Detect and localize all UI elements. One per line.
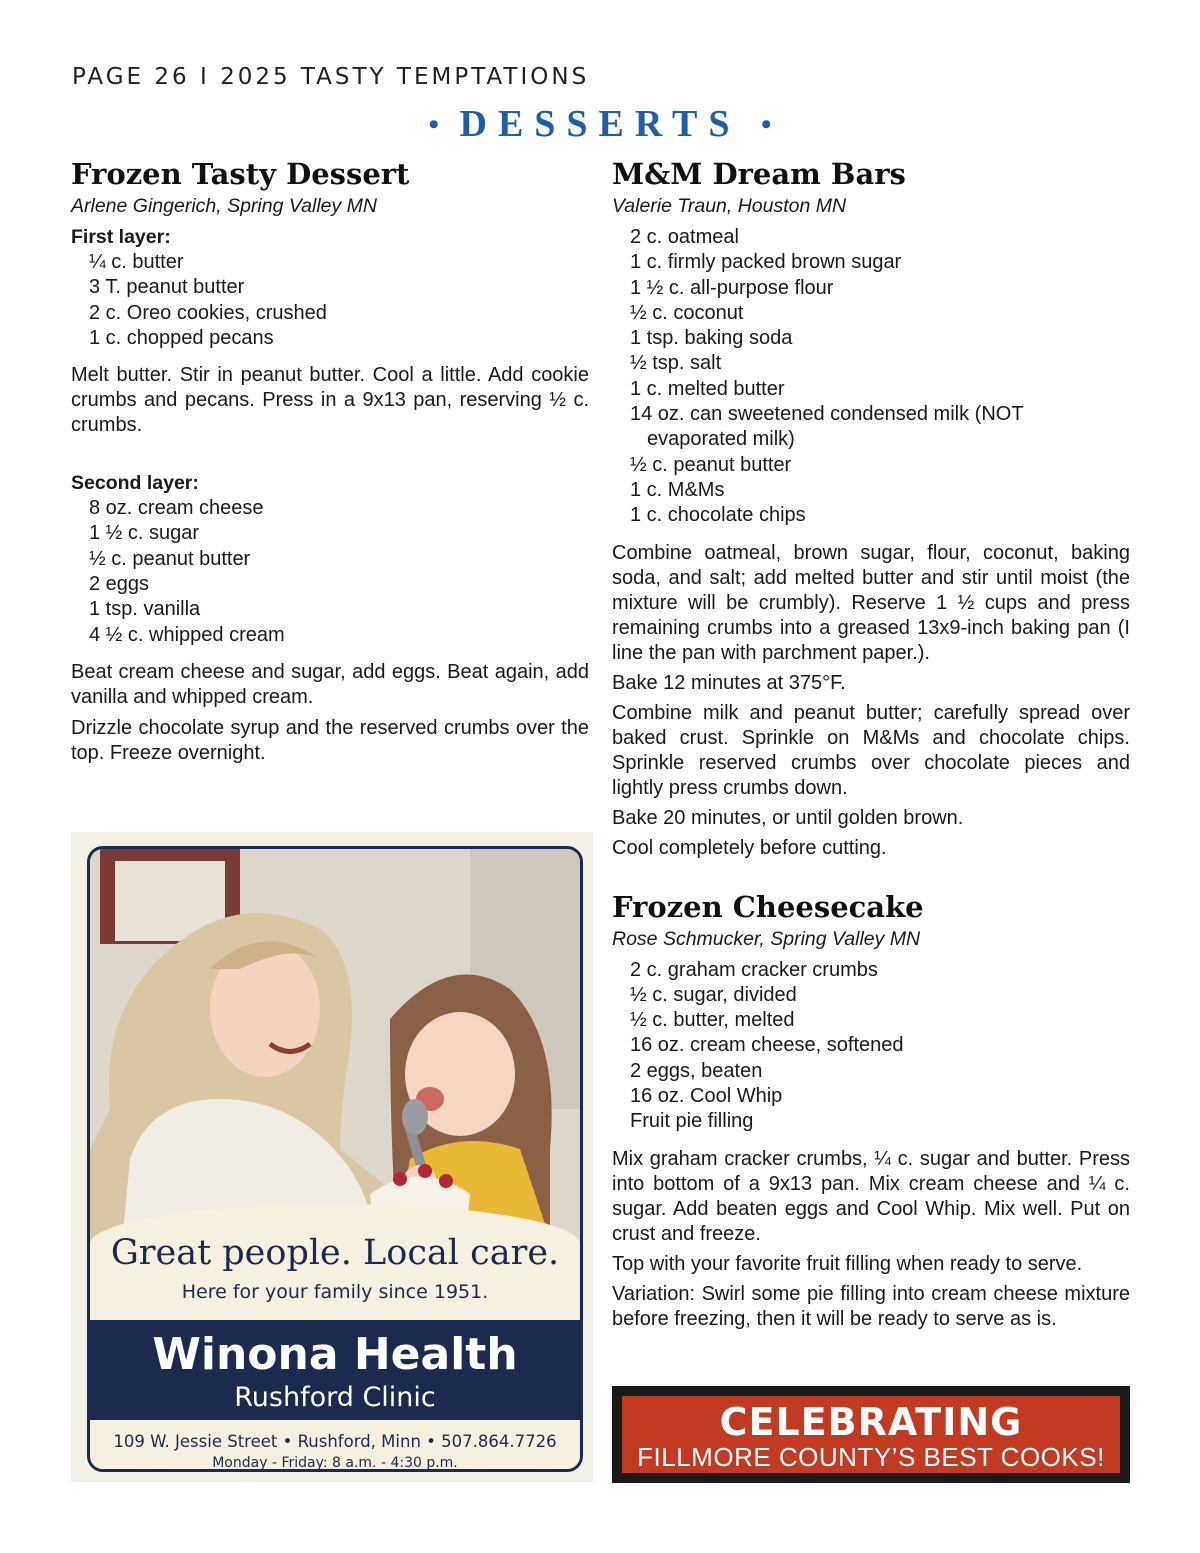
ad-hours: Monday - Friday: 8 a.m. - 4:30 p.m. (212, 1455, 458, 1471)
ingredient: 16 oz. cream cheese, softened (630, 1034, 904, 1057)
ingredient: 2 c. graham cracker crumbs (630, 958, 878, 981)
clinic-advertisement (71, 832, 593, 1482)
second-layer-ingredients (71, 496, 589, 648)
ingredient: 8 oz. cream cheese (89, 497, 264, 520)
first-layer-heading: First layer: (71, 226, 171, 248)
ingredient: 16 oz. Cool Whip (630, 1085, 783, 1108)
recipe-title: M&M Dream Bars (612, 157, 906, 191)
recipe-step: Melt butter. Stir in peanut butter. Cool a little. Add cookie crumbs and pecans. Press in a 9x13 pan, reserving ½ c. crumbs. (71, 364, 589, 437)
ingredient: ½ c. peanut butter (89, 547, 251, 570)
ingredient: 1 c. M&Ms (630, 478, 725, 501)
recipe-author: Valerie Traun, Houston MN (612, 195, 847, 217)
first-layer-ingredients (71, 250, 589, 351)
recipe-author: Arlene Gingerich, Spring Valley MN (71, 195, 377, 217)
left-column (71, 155, 589, 766)
recipe-step: Variation: Swirl some pie filling into cream cheese mixture before freezing, then it will be ready to serve as is. (612, 1282, 1130, 1330)
ad-clinic-name: Rushford Clinic (234, 1382, 436, 1413)
right-column (612, 155, 1130, 1332)
ingredient: Fruit pie filling (630, 1110, 754, 1133)
celebrating-banner (612, 1386, 1130, 1483)
ingredient: 1 c. melted butter (630, 377, 785, 400)
bullet-left: • (428, 108, 439, 141)
recipe-title: Frozen Cheesecake (612, 889, 924, 924)
ingredient: 1 ½ c. all-purpose flour (630, 276, 834, 299)
ingredient: 1 ½ c. sugar (89, 522, 200, 545)
recipe-step: Beat cream cheese and sugar, add eggs. Beat again, add vanilla and whipped cream. (71, 660, 589, 708)
second-layer-heading: Second layer: (71, 472, 199, 495)
bullet-right: • (761, 108, 772, 141)
ad-address: 109 W. Jessie Street • Rushford, Minn • 507.864.7726 (113, 1432, 557, 1451)
recipe-step: Combine milk and peanut butter; carefully spread over baked crust. Sprinkle on M&Ms and chocolate chips. Sprinkle reserved crumbs over chocolate pieces and lightly press crumbs down. (612, 701, 1130, 799)
ingredient: ½ c. sugar, divided (630, 983, 797, 1006)
banner-line-2: FILLMORE COUNTY’S BEST COOKS! (637, 1442, 1105, 1472)
recipe-title: Frozen Tasty Dessert (71, 157, 410, 191)
recipe-step: Drizzle chocolate syrup and the reserved crumbs over the top. Freeze overnight. (71, 716, 589, 764)
ingredient-list (612, 958, 1130, 1135)
banner-line-1: CELEBRATING (719, 1400, 1023, 1444)
ingredient: 1 tsp. vanilla (89, 598, 201, 621)
recipe-step: Cool completely before cutting. (612, 836, 887, 859)
ingredient: 2 eggs (89, 573, 150, 596)
banner-red-panel (622, 1396, 1120, 1473)
ingredient: 1 c. chopped pecans (89, 326, 274, 349)
ingredient: 1 c. firmly packed brown sugar (630, 251, 902, 274)
ingredient: 1 tsp. baking soda (630, 327, 793, 350)
recipe-step: Bake 12 minutes at 375°F. (612, 671, 846, 694)
ingredient: 2 eggs, beaten (630, 1059, 763, 1082)
ad-photo (87, 846, 583, 1472)
recipe-step: Bake 20 minutes, or until golden brown. (612, 806, 964, 829)
ingredient-list (612, 225, 1130, 529)
ingredient: ½ c. butter, melted (630, 1009, 795, 1032)
ingredient: ½ c. coconut (630, 301, 744, 324)
ingredient: 1 c. chocolate chips (630, 504, 806, 527)
ingredient: 2 c. Oreo cookies, crushed (89, 301, 327, 324)
ad-subline: Here for your family since 1951. (181, 1281, 489, 1303)
ingredient: ½ tsp. salt (630, 352, 722, 375)
ingredient: ¼ c. butter (89, 251, 184, 273)
section-title: DESSERTS (459, 103, 741, 145)
section-heading (0, 102, 1200, 146)
ad-tagline: Great people. Local care. (110, 1233, 560, 1273)
recipe-author: Rose Schmucker, Spring Valley MN (612, 927, 921, 950)
recipe-step: Mix graham cracker crumbs, ¼ c. sugar and butter. Press into bottom of a 9x13 pan. Mix cream cheese and ¼ c. sugar. Add beaten eggs and Cool Whip. Mix well. Put on crust and freeze. (612, 1147, 1130, 1245)
running-head: PAGE 26 I 2025 TASTY TEMPTATIONS (72, 64, 590, 90)
ingredient: 4 ½ c. whipped cream (89, 623, 285, 646)
recipe-step: Combine oatmeal, brown sugar, flour, coconut, baking soda, and salt; add melted butter and stir until moist (the mixture will be crumbly). Reserve 1 ½ cups and press remaining crumbs into a greased 13x9-inch baking pan (I line the pan with parchment paper.). (612, 541, 1130, 664)
ingredient: 3 T. peanut butter (89, 276, 245, 299)
recipe-step: Top with your favorite fruit filling when ready to serve. (612, 1252, 1083, 1275)
ingredient: 14 oz. can sweetened condensed milk (NOT evaporated milk) (630, 403, 1024, 451)
ingredient: 2 c. oatmeal (630, 226, 739, 248)
ad-brand-name: Winona Health (152, 1329, 518, 1380)
ingredient: ½ c. peanut butter (630, 453, 792, 476)
